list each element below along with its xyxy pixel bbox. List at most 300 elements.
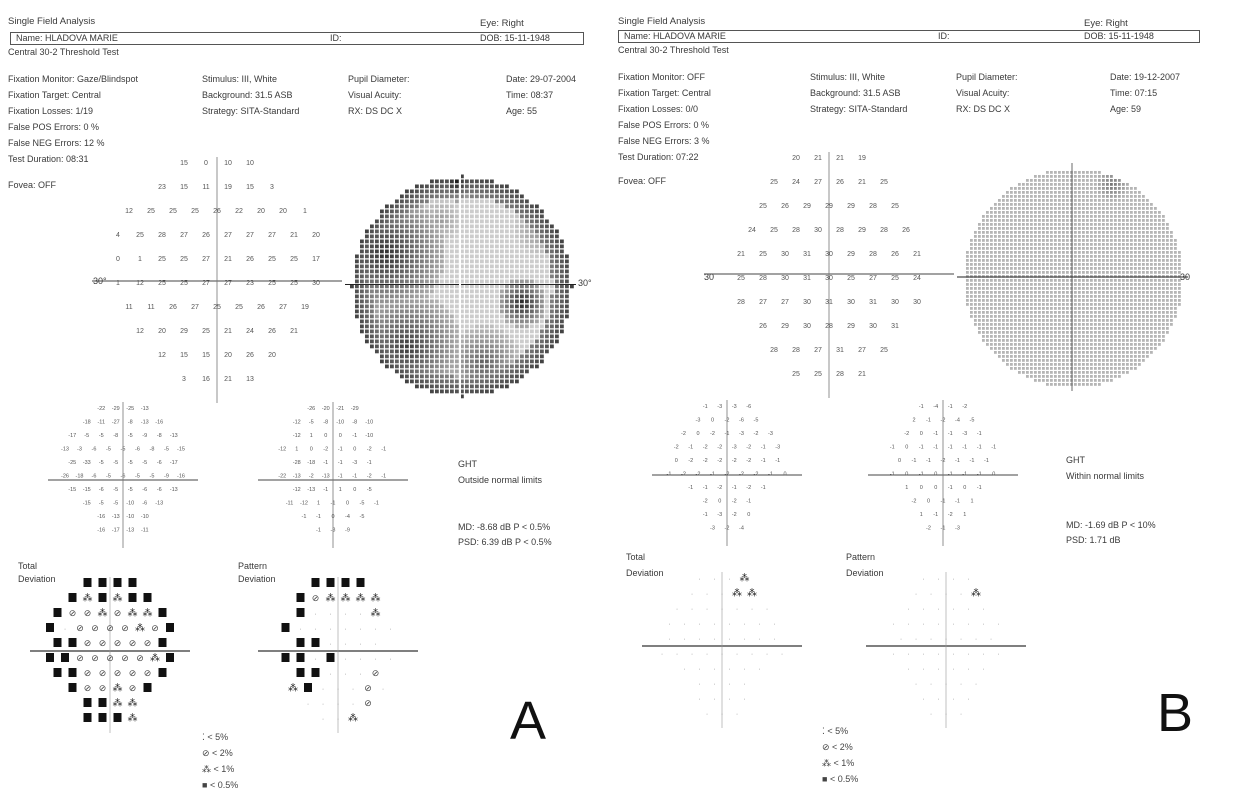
pattern-deviation-numeric	[868, 398, 1018, 548]
grid-value: -6	[98, 487, 104, 493]
rx: RX: DS DC X	[956, 104, 1011, 114]
probability-symbol: ·	[974, 681, 978, 688]
probability-symbol	[312, 668, 320, 677]
probability-symbol	[357, 578, 365, 587]
grid-value: 19	[858, 155, 866, 162]
probability-symbol: ·	[750, 606, 754, 613]
greyscale-map	[345, 155, 585, 410]
grid-value: 0	[919, 485, 923, 491]
probability-symbol: ·	[735, 651, 739, 658]
grid-value: -20	[321, 406, 330, 412]
probability-symbol: ·	[982, 621, 985, 628]
grid-value: -1	[760, 444, 766, 451]
grid-value: -1	[688, 485, 694, 491]
grid-value: -1	[947, 431, 953, 437]
probability-symbol	[69, 668, 77, 677]
grid-value: 27	[246, 232, 254, 239]
probability-symbol: ·	[899, 636, 903, 643]
probability-symbol	[54, 638, 62, 647]
pattern-deviation-label: Pattern Deviation	[238, 561, 276, 584]
grid-value: -18	[307, 460, 316, 466]
probability-symbol: ·	[329, 671, 332, 678]
probability-symbol: ·	[336, 701, 340, 708]
probability-symbol: ·	[967, 666, 970, 673]
grid-value: 28	[869, 203, 877, 210]
grid-value: -15	[68, 487, 77, 493]
probability-symbol: ·	[359, 626, 362, 633]
grid-value: 25	[235, 304, 243, 311]
time: Time: 07:15	[1110, 88, 1158, 98]
grid-value: 30	[847, 299, 855, 306]
grid-value: 15	[202, 352, 210, 359]
grid-value: -3	[739, 431, 744, 437]
probability-symbol: ·	[351, 701, 355, 708]
grid-value: -1	[933, 512, 939, 518]
probability-symbol: ·	[758, 621, 761, 628]
grid-value: 26	[169, 304, 177, 311]
grid-value: -1	[926, 417, 931, 424]
probability-symbol: ⊘	[91, 653, 99, 663]
probability-symbol: ⊘	[128, 668, 137, 678]
grid-value: 20	[257, 208, 265, 215]
grid-value: -11	[140, 527, 149, 534]
probability-symbol: ⁂	[747, 588, 757, 599]
probability-symbol: ·	[728, 681, 731, 688]
legend-5-symbol: ⁚	[822, 726, 828, 736]
grid-value: 31	[825, 299, 833, 306]
probability-symbol: ⁂	[142, 608, 153, 619]
grid-value: 25	[158, 280, 166, 287]
grid-value: -2	[710, 431, 715, 437]
probability-symbol: ⊘	[143, 668, 152, 678]
grid-value: -5	[308, 419, 314, 426]
grid-value: 10	[224, 160, 232, 167]
grid-value: -18	[75, 473, 84, 480]
axis-label-right: 30°	[578, 278, 592, 288]
grid-value: -9	[164, 473, 169, 480]
grid-value: 0	[710, 417, 715, 424]
probability-symbol: ·	[735, 711, 739, 718]
probability-symbol: ·	[690, 606, 694, 613]
pattern-deviation-probability	[258, 575, 418, 735]
grid-value: -13	[111, 514, 120, 520]
grid-value: 29	[858, 227, 866, 234]
grid-value: -4	[955, 417, 960, 424]
grid-value: 27	[180, 232, 188, 239]
fixation-losses: Fixation Losses: 0/0	[618, 104, 699, 114]
grid-value: 24	[913, 275, 921, 282]
probability-symbol: ·	[982, 651, 985, 658]
grid-value: -25	[68, 460, 77, 466]
probability-symbol: ·	[937, 576, 940, 583]
probability-symbol: ⊘	[68, 608, 77, 618]
probability-symbol: ·	[698, 576, 701, 583]
grid-value: 2	[912, 417, 916, 424]
probability-symbol: ·	[299, 626, 302, 633]
probability-symbol	[114, 713, 122, 722]
probability-symbol: ·	[952, 621, 955, 628]
grid-value: -1	[775, 458, 781, 464]
legend-1: ⁂ < 1%	[822, 758, 855, 768]
legend-5-symbol: ⁚	[202, 732, 208, 742]
grid-value: -6	[135, 446, 140, 453]
probability-symbol: ⊘	[128, 638, 137, 648]
grid-value: -3	[731, 444, 737, 451]
grid-value: 26	[246, 352, 254, 359]
time: Time: 08:37	[506, 90, 554, 100]
probability-symbol	[312, 638, 320, 647]
probability-symbol: ·	[937, 651, 940, 658]
grid-value: -1	[984, 458, 989, 464]
grid-value: 19	[224, 184, 232, 191]
test-name: Central 30-2 Threshold Test	[618, 45, 729, 55]
probability-symbol: ·	[668, 636, 671, 643]
probability-symbol: ⊘	[143, 638, 152, 648]
probability-symbol: ·	[922, 606, 925, 613]
probability-symbol: ·	[914, 636, 918, 643]
grid-value: -1	[337, 460, 343, 466]
grid-value: -2	[724, 525, 730, 532]
probability-symbol: ⁂	[150, 653, 160, 664]
grid-value: -1	[933, 444, 939, 451]
ght-title: GHT	[458, 459, 477, 469]
grid-value: 24	[792, 179, 800, 186]
probability-symbol	[297, 593, 305, 602]
grid-value: 27	[202, 280, 210, 287]
false-neg: False NEG Errors: 12 %	[8, 138, 105, 148]
probability-symbol: ⊘	[91, 623, 99, 633]
grid-value: 29	[180, 328, 188, 335]
grid-value: -13	[292, 473, 301, 480]
grid-value: -1	[760, 458, 766, 464]
probability-symbol: ·	[952, 696, 955, 703]
probability-symbol: ·	[944, 636, 948, 643]
probability-symbol: ·	[922, 696, 925, 703]
grid-value: -1	[918, 444, 924, 451]
probability-symbol: ·	[907, 651, 910, 658]
grid-value: -2	[753, 431, 759, 437]
probability-symbol: ·	[773, 621, 776, 628]
probability-symbol	[327, 578, 335, 587]
grid-value: 26	[213, 208, 221, 215]
grid-value: -5	[127, 460, 133, 466]
grid-value: 27	[858, 347, 866, 354]
probability-symbol: ·	[750, 651, 754, 658]
grid-value: 0	[324, 433, 328, 439]
probability-symbol: ·	[997, 621, 1000, 628]
probability-symbol: ·	[329, 611, 332, 618]
visual-acuity: Visual Acuity:	[956, 88, 1010, 98]
grid-value: 25	[158, 256, 166, 263]
grid-value: 3	[182, 376, 186, 383]
probability-symbol: ·	[705, 711, 709, 718]
stimulus: Stimulus: III, White	[202, 74, 278, 84]
grid-value: -15	[82, 500, 91, 507]
probability-symbol: ·	[344, 656, 347, 663]
grid-value: 27	[279, 304, 287, 311]
probability-symbol: ·	[989, 636, 993, 643]
grid-value: -1	[933, 431, 939, 437]
probability-symbol: ·	[937, 606, 940, 613]
report-a	[0, 0, 612, 800]
grid-value: -6	[156, 460, 162, 466]
grid-value: 25	[891, 203, 899, 210]
probability-symbol: ·	[758, 666, 761, 673]
psd-value: PSD: 6.39 dB P < 0.5%	[458, 537, 552, 547]
probability-symbol: ⊘	[83, 638, 92, 648]
probability-symbol: ·	[967, 651, 970, 658]
probability-symbol: ⁂	[340, 593, 351, 604]
panel-letter: B	[1157, 683, 1194, 743]
grid-value: 27	[869, 275, 877, 282]
grid-value: -8	[127, 419, 133, 426]
test-name: Central 30-2 Threshold Test	[8, 47, 119, 57]
grid-value: -1	[702, 404, 708, 410]
grid-value: 20	[224, 352, 232, 359]
probability-symbol: ⁂	[348, 713, 358, 724]
grid-value: 21	[290, 232, 298, 239]
ght-title: GHT	[1066, 455, 1085, 465]
probability-symbol: ·	[329, 626, 332, 633]
probability-symbol	[99, 713, 107, 722]
false-pos: False POS Errors: 0 %	[618, 120, 710, 130]
probability-symbol: ·	[959, 681, 963, 688]
grid-value: -1	[947, 404, 953, 410]
grid-value: -1	[976, 444, 982, 451]
grid-value: -2	[688, 458, 694, 464]
legend-2-symbol: ⊘	[822, 742, 833, 752]
grid-value: -3	[962, 431, 968, 437]
grid-value: -9	[142, 433, 148, 439]
probability-symbol	[166, 623, 174, 632]
grid-value: -1	[702, 512, 708, 518]
grid-value: -2	[702, 444, 708, 451]
total-deviation-probability	[30, 575, 190, 735]
probability-symbol: ·	[743, 681, 746, 688]
grid-value: -5	[127, 487, 133, 493]
grid-value: 0	[934, 471, 938, 478]
test-duration: Test Duration: 07:22	[618, 152, 699, 162]
grid-value: 31	[869, 299, 877, 306]
probability-symbol: ·	[929, 681, 933, 688]
grid-value: -1	[918, 471, 924, 478]
probability-symbol: ·	[314, 611, 317, 618]
probability-symbol: ·	[675, 651, 679, 658]
grid-value: -1	[911, 458, 917, 464]
probability-symbol: ·	[329, 641, 332, 648]
grid-value: -8	[323, 419, 329, 426]
legend-05-symbol: ■	[822, 774, 830, 784]
grid-value: 30	[803, 299, 811, 306]
fixation-monitor: Fixation Monitor: OFF	[618, 72, 706, 82]
grid-value: 30	[891, 299, 899, 306]
grid-value: 0	[338, 433, 342, 439]
fovea: Fovea: OFF	[8, 180, 57, 190]
grid-value: -1	[918, 404, 924, 410]
grid-value: 12	[136, 328, 144, 335]
greyscale-cells	[966, 171, 1181, 386]
grid-value: 17	[312, 256, 320, 263]
probability-symbol: ⊘	[98, 683, 107, 693]
probability-symbol: ·	[713, 576, 716, 583]
grid-value: 1	[905, 485, 909, 491]
grid-value: -2	[746, 444, 752, 451]
grid-value: 11	[125, 304, 133, 311]
probability-symbol: ·	[351, 686, 355, 693]
grid-value: -1	[940, 498, 946, 505]
grid-value: -1	[316, 514, 321, 520]
grid-value: 25	[737, 275, 745, 282]
probability-symbol: ·	[728, 621, 731, 628]
probability-symbol: ·	[705, 606, 709, 613]
grid-value: 0	[783, 471, 787, 478]
probability-symbol: ·	[974, 636, 978, 643]
grid-value: 30	[869, 323, 877, 330]
grid-value: 31	[803, 275, 811, 282]
grid-value: -2	[717, 444, 723, 451]
grid-value: -6	[746, 404, 752, 410]
grid-value: -1	[976, 431, 982, 437]
probability-symbol	[297, 668, 305, 677]
grid-value: -5	[366, 487, 372, 493]
legend-5: ⁚ < 5%	[822, 726, 849, 736]
grid-value: -17	[169, 460, 178, 466]
probability-symbol: ·	[952, 666, 955, 673]
grid-value: -2	[731, 458, 737, 464]
probability-symbol: ·	[937, 621, 940, 628]
grid-value: -5	[359, 514, 365, 520]
legend-1-symbol: ⁂	[822, 758, 834, 768]
grid-value: 21	[224, 328, 232, 335]
ght-value: Outside normal limits	[458, 475, 543, 485]
eye-label: Eye: Right	[480, 18, 524, 29]
grid-value: -2	[717, 458, 723, 464]
grid-value: -2	[731, 498, 737, 505]
probability-symbol: ·	[773, 636, 776, 643]
grid-value: -1	[889, 444, 895, 451]
probability-symbol: ·	[660, 651, 664, 658]
probability-symbol: ·	[374, 641, 377, 648]
probability-symbol: ⊘	[83, 608, 92, 618]
grid-value: -16	[97, 514, 106, 520]
grid-value: -2	[911, 498, 917, 505]
probability-symbol: ·	[944, 681, 948, 688]
grid-value: 0	[331, 514, 335, 520]
probability-symbol: ·	[720, 606, 724, 613]
grid-value: -10	[365, 419, 374, 426]
probability-symbol	[312, 578, 320, 587]
background: Background: 31.5 ASB	[810, 88, 901, 98]
grid-value: -1	[323, 460, 329, 466]
probability-symbol: ·	[743, 636, 746, 643]
grid-value: -1	[323, 487, 329, 493]
psd-value: PSD: 1.71 dB	[1066, 535, 1121, 545]
probability-symbol: ·	[720, 651, 724, 658]
grid-value: -1	[768, 471, 773, 478]
probability-symbol: ·	[63, 626, 67, 633]
grid-value: -33	[82, 460, 91, 466]
grid-value: 1	[970, 498, 974, 505]
probability-symbol: ·	[359, 641, 362, 648]
grid-value: 11	[147, 304, 155, 311]
grid-value: -3	[768, 431, 773, 437]
grid-value: -5	[164, 446, 169, 453]
probability-symbol: ·	[359, 611, 362, 618]
grid-value: 28	[825, 323, 833, 330]
probability-symbol: ⊘	[83, 668, 92, 678]
probability-symbol: ⁂	[732, 588, 742, 599]
grid-value: -2	[366, 446, 372, 453]
grid-value: 21	[858, 371, 866, 378]
probability-symbol: ⊘	[151, 623, 159, 633]
probability-symbol: ·	[922, 666, 925, 673]
grid-value: -2	[739, 471, 744, 478]
probability-symbol: ·	[690, 651, 694, 658]
grid-value: -5	[84, 433, 90, 439]
probability-symbol: ⊘	[106, 623, 114, 633]
threshold-grid	[92, 155, 342, 405]
grid-value: -3	[77, 446, 82, 453]
probability-symbol: ⊘	[128, 683, 137, 693]
probability-symbol: ⁂	[135, 623, 145, 634]
grid-value: -2	[724, 417, 730, 424]
grid-value: 0	[934, 485, 938, 491]
eye-label: Eye: Right	[1084, 18, 1128, 29]
probability-symbol	[84, 698, 92, 707]
probability-symbol: ·	[720, 591, 724, 598]
background: Background: 31.5 ASB	[202, 90, 293, 100]
grid-value: -1	[947, 485, 953, 491]
grid-value: -1	[955, 458, 960, 464]
grid-value: -1	[926, 458, 931, 464]
probability-symbol: ⁂	[971, 588, 981, 599]
grid-value: 28	[869, 251, 877, 258]
greyscale-cells	[350, 175, 574, 399]
pattern-deviation-label: Pattern Deviation	[846, 552, 884, 578]
grid-value: 30	[825, 251, 833, 258]
grid-value: -12	[278, 446, 287, 453]
grid-value: -13	[307, 487, 316, 493]
grid-value: 31	[836, 347, 844, 354]
grid-value: 28	[836, 371, 844, 378]
grid-value: 24	[748, 227, 756, 234]
probability-symbol: ·	[321, 686, 325, 693]
grid-value: -10	[126, 514, 135, 520]
grid-value: 15	[180, 184, 188, 191]
probability-symbol: ·	[922, 651, 925, 658]
id-label: ID:	[330, 33, 342, 43]
grid-value: -5	[127, 433, 133, 439]
grid-value: 28	[836, 227, 844, 234]
grid-value: -2	[702, 498, 708, 505]
grid-value: -10	[140, 514, 149, 520]
grid-value: 25	[268, 256, 276, 263]
grid-value: -6	[739, 417, 744, 424]
probability-symbol: ·	[713, 636, 716, 643]
probability-symbol: ·	[758, 636, 761, 643]
probability-symbol: ·	[892, 651, 895, 658]
grid-value: -1	[991, 444, 997, 451]
probability-symbol	[99, 698, 107, 707]
grid-value: -2	[962, 404, 968, 410]
probability-symbol: ·	[698, 681, 701, 688]
probability-symbol: ·	[959, 636, 963, 643]
grid-value: 23	[246, 280, 254, 287]
grid-value: -29	[111, 406, 120, 412]
pupil-diameter: Pupil Diameter:	[348, 74, 410, 84]
grid-value: 3	[270, 184, 274, 191]
grid-value: -2	[926, 525, 931, 532]
